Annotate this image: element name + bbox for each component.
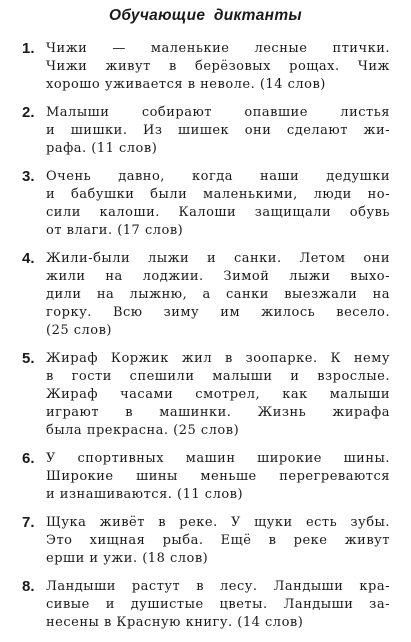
item-number: 6. <box>22 450 35 467</box>
item-line: горку. Всю зиму им жилось весело. <box>46 305 390 320</box>
dictation-item-2 <box>22 104 390 158</box>
item-line: дили на лыжню, а санки выезжали на <box>46 287 390 302</box>
item-line: играют в машинки. Жизнь жирафа <box>46 405 390 420</box>
item-line: Ландыши растут в лесу. Ландыши кра- <box>46 579 390 594</box>
item-line: ерши и ужи. (18 слов) <box>46 551 209 566</box>
item-line: и шишки. Из шишек они сделают жи- <box>46 123 390 138</box>
item-line: Щука живёт в реке. У щуки есть зубы. <box>46 515 390 530</box>
dictation-item-3 <box>22 168 390 240</box>
item-line: сили калоши. Калоши защищали обувь <box>46 205 390 220</box>
item-number: 4. <box>22 250 35 267</box>
item-line: от влаги. (17 слов) <box>46 223 184 238</box>
item-number: 2. <box>22 104 35 121</box>
item-line: сивые и душистые цветы. Ландыши за- <box>46 597 390 612</box>
item-line: Малыши собирают опавшие листья <box>46 105 390 120</box>
item-line: хорошо уживается в неволе. (14 слов) <box>46 77 326 92</box>
item-line: была прекрасна. (25 слов) <box>46 423 240 438</box>
item-line: Это хищная рыба. Ещё в реке живут <box>46 533 390 548</box>
item-line: несены в Красную книгу. (14 слов) <box>46 615 304 630</box>
item-line: Жираф Коржик жил в зоопарке. К нему <box>46 351 390 366</box>
item-line: жили на лоджии. Зимой лыжи выхо- <box>46 269 390 284</box>
dictation-item-1 <box>22 40 390 94</box>
dictation-item-8 <box>22 578 390 632</box>
dictation-item-5 <box>22 350 390 440</box>
item-line: Жираф часами смотрел, как малыши <box>46 387 390 402</box>
item-number: 5. <box>22 350 35 367</box>
item-line: и бабушки были маленькими, люди но- <box>46 187 390 202</box>
dictation-item-7 <box>22 514 390 568</box>
item-line: Чижи — маленькие лесные птички. <box>46 41 390 56</box>
item-line: Очень давно, когда наши дедушки <box>46 169 390 184</box>
dictation-list <box>22 40 390 642</box>
item-number: 7. <box>22 514 35 531</box>
page-title: Обучающие диктанты <box>109 7 302 24</box>
dictation-item-4 <box>22 250 390 340</box>
item-line: У спортивных машин широкие шины. <box>46 451 390 466</box>
item-number: 3. <box>22 168 35 185</box>
item-number: 1. <box>22 40 35 57</box>
item-line: в гости спешили малыши и взрослые. <box>46 369 390 384</box>
item-line: Широкие шины меньше перегреваются <box>46 469 390 484</box>
item-line: и изнашиваются. (11 слов) <box>46 487 244 502</box>
item-line: (25 слов) <box>46 323 113 338</box>
item-line: Чижи живут в берёзовых рощах. Чиж <box>46 59 390 74</box>
item-line: Жили-были лыжи и санки. Летом они <box>46 251 390 266</box>
item-number: 8. <box>22 578 35 595</box>
dictation-item-6 <box>22 450 390 504</box>
item-line: рафа. (11 слов) <box>46 141 158 156</box>
